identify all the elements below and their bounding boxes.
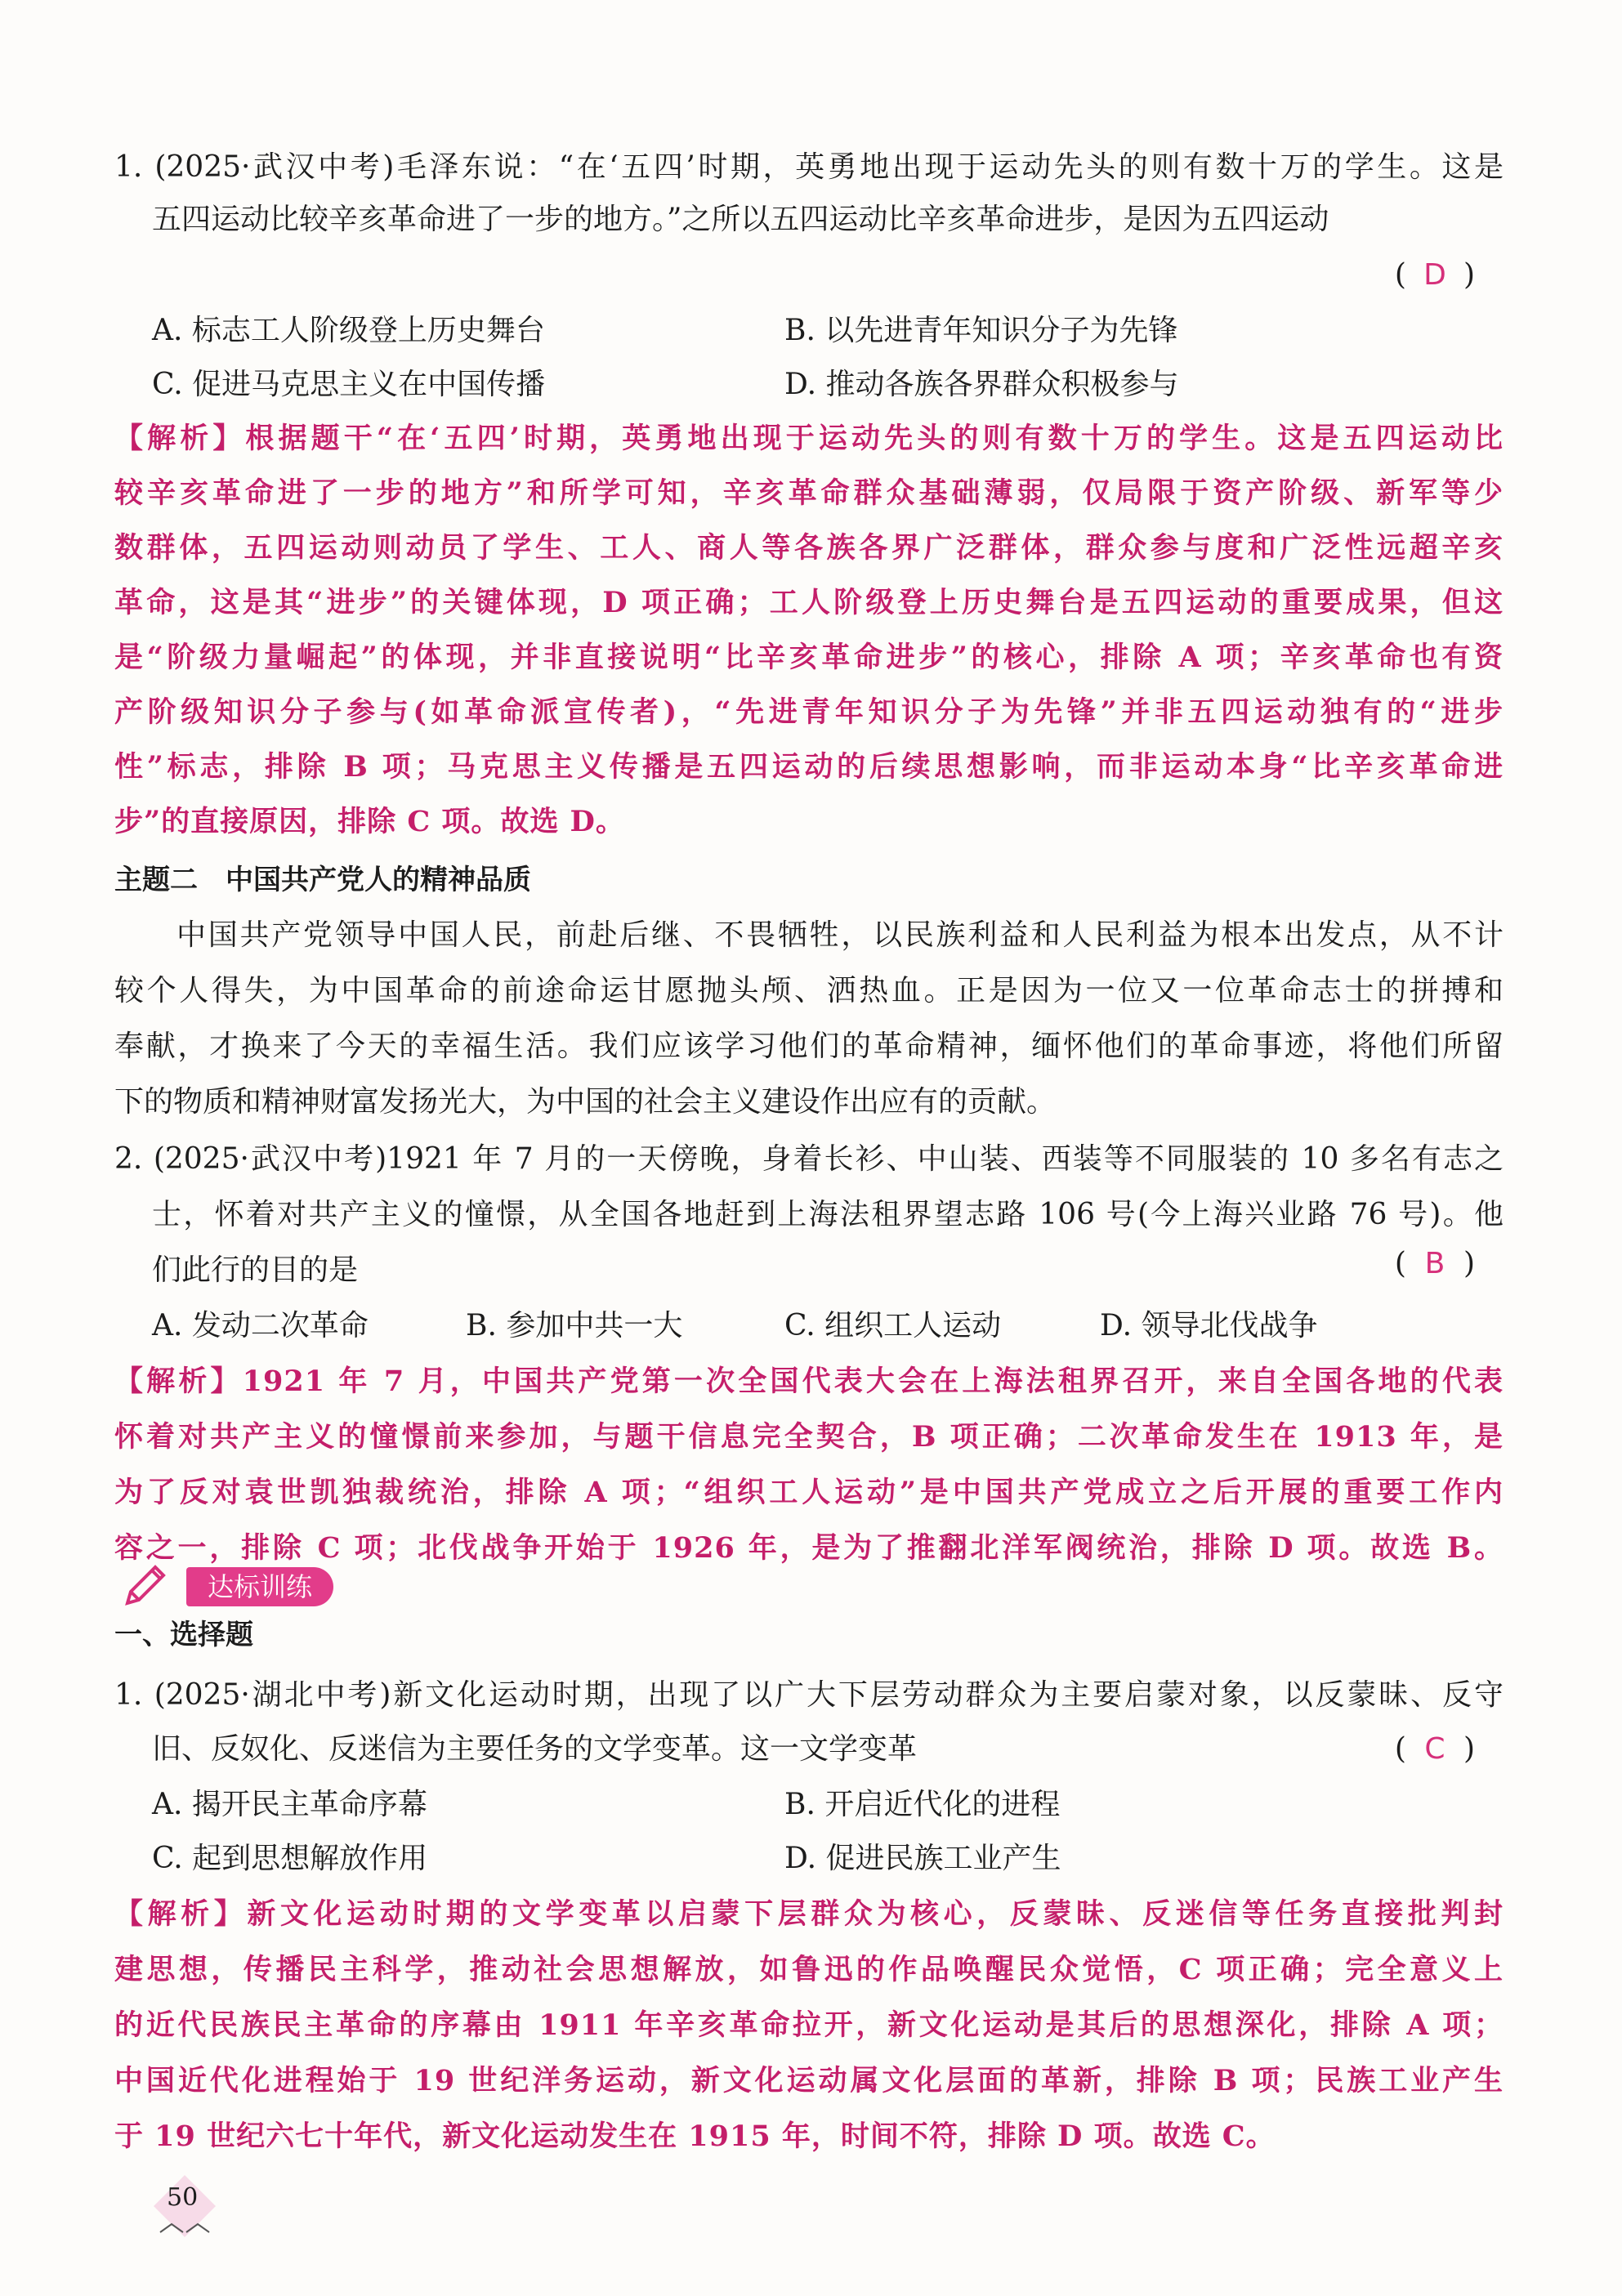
theme-paragraph-line: 下的物质和精神财富发扬光大，为中国的社会主义建设作出应有的贡献。 [114,1085,1057,1119]
q1-explanation-line: 数群体，五四运动则动员了学生、工人、商人等各族各界广泛群体，群众参与度和广泛性远超辛亥 [114,531,1504,565]
q3-line-1: 1. (2025·湖北中考)新文化运动时期，出现了以广大下层劳动群众为主要启蒙对象，以反蒙昧、反守 [114,1678,1504,1712]
q1-option-d: D. 推动各族各界群众积极参与 [784,368,1179,401]
q3-explanation-line: 建思想，传播民主科学，推动社会思想解放，如鲁迅的作品唤醒民众觉悟，C 项正确；完全意义上 [114,1953,1504,1986]
q1-explanation-line: 性”标志，排除 B 项；马克思主义传播是五四运动的后续思想影响，而非运动本身“比辛亥革命进 [114,750,1504,784]
page-number: 50 [167,2183,199,2212]
q2-explanation-line: 怀着对共产主义的憧憬前来参加，与题干信息完全契合，B 项正确；二次革命发生在 1913 年，是 [114,1420,1504,1454]
section-title: 一、选择题 [114,1619,253,1651]
q1-explanation-line: 是“阶级力量崛起”的体现，并非直接说明“比辛亥革命进步”的核心，排除 A 项；辛亥革命也有资 [114,641,1504,674]
q1-answer-bracket: ( D ) [1395,252,1475,299]
q1-option-c: C. 促进马克思主义在中国传播 [152,368,546,401]
q1-explanation-line: 产阶级知识分子参与(如革命派宣传者)，“先进青年知识分子为先锋”并非五四运动独有的“进步 [114,695,1504,729]
q2-explanation-line: 容之一，排除 C 项；北伐战争开始于 1926 年，是为了推翻北洋军阀统治，排除 D 项。故选 B。 [114,1531,1504,1565]
q3-line-2: 旧、反奴化、反迷信为主要任务的文学变革。这一文学变革 [152,1732,918,1766]
q1-explanation-line: 革命，这是其“进步”的关键体现，D 项正确；工人阶级登上历史舞台是五四运动的重要成果，但这 [114,586,1504,619]
q3-option-a: A. 揭开民主革命序幕 [152,1788,427,1821]
q3-option-d: D. 促进民族工业产生 [784,1842,1061,1875]
q3-option-c: C. 起到思想解放作用 [152,1842,428,1875]
theme-paragraph-line: 较个人得失，为中国革命的前途命运甘愿抛头颅、洒热血。正是因为一位又一位革命志士的拼搏和 [114,974,1504,1007]
q1-explanation-line: 较辛亥革命进了一步的地方”和所学可知，辛亥革命群众基础薄弱，仅局限于资产阶级、新军等少 [114,476,1504,510]
q3-explanation-line: 【解析】新文化运动时期的文学变革以启蒙下层群众为核心，反蒙昧、反迷信等任务直接批判封 [114,1897,1504,1931]
q2-answer: B [1424,1247,1446,1280]
q1-explanation-line: 步”的直接原因，排除 C 项。故选 D。 [114,805,625,838]
q2-answer-bracket: ( B ) [1395,1240,1475,1288]
q3-answer: C [1424,1732,1446,1766]
theme-paragraph-line: 奉献，才换来了今天的幸福生活。我们应该学习他们的革命精神，缅怀他们的革命事迹，将他们所留 [114,1030,1504,1063]
q2-explanation-line: 【解析】1921 年 7 月，中国共产党第一次全国代表大会在上海法租界召开，来自全国各地的代表 [114,1365,1504,1398]
q2-option-b: B. 参加中共一大 [466,1309,683,1342]
q2-option-a: A. 发动二次革命 [152,1309,369,1342]
q2-line-3: 们此行的目的是 [152,1253,359,1287]
theme-title: 主题二 中国共产党人的精神品质 [114,864,531,896]
q1-option-a: A. 标志工人阶级登上历史舞台 [152,314,545,347]
q3-explanation-line: 的近代民族民主革命的序幕由 1911 年辛亥革命拉开，新文化运动是其后的思想深化，排除 A 项； [114,2008,1504,2042]
q3-option-b: B. 开启近代化的进程 [784,1788,1061,1821]
training-badge: 达标训练 [186,1567,333,1606]
q3-answer-bracket: ( C ) [1395,1726,1475,1773]
q3-explanation-line: 中国近代化进程始于 19 世纪洋务运动，新文化运动属文化层面的革新，排除 B 项；民族工业产生 [114,2064,1504,2097]
q1-line-2: 五四运动比较辛亥革命进了一步的地方。”之所以五四运动比辛亥革命进步，是因为五四运动 [152,203,1329,236]
q2-line-1: 2. (2025·武汉中考)1921 年 7 月的一天傍晚，身着长衫、中山装、西装等不同服装的 10 多名有志之 [114,1142,1504,1176]
q2-option-c: C. 组织工人运动 [784,1309,1002,1342]
pencil-icon [119,1559,172,1611]
theme-paragraph-line: 中国共产党领导中国人民，前赴后继、不畏牺牲，以民族利益和人民利益为根本出发点，从不计 [176,918,1504,952]
q1-explanation-line: 【解析】根据题干“在‘五四’时期，英勇地出现于运动先头的则有数十万的学生。这是五四运动比 [114,422,1504,455]
q2-option-d: D. 领导北伐战争 [1100,1309,1318,1342]
q1-line-1: 1. (2025·武汉中考)毛泽东说：“在‘五四’时期，英勇地出现于运动先头的则有数十万的学生。这是 [114,150,1504,184]
q2-line-2: 士，怀着对共产主义的憧憬，从全国各地赶到上海法租界望志路 106 号(今上海兴业路 76 号)。他 [152,1198,1504,1231]
q3-explanation-line: 于 19 世纪六七十年代，新文化运动发生在 1915 年，时间不符，排除 D 项。故选 C。 [114,2120,1276,2153]
q1-answer: D [1423,258,1446,292]
q1-option-b: B. 以先进青年知识分子为先锋 [784,314,1178,347]
q2-explanation-line: 为了反对袁世凯独裁统治，排除 A 项；“组织工人运动”是中国共产党成立之后开展的重要工作内 [114,1476,1504,1509]
